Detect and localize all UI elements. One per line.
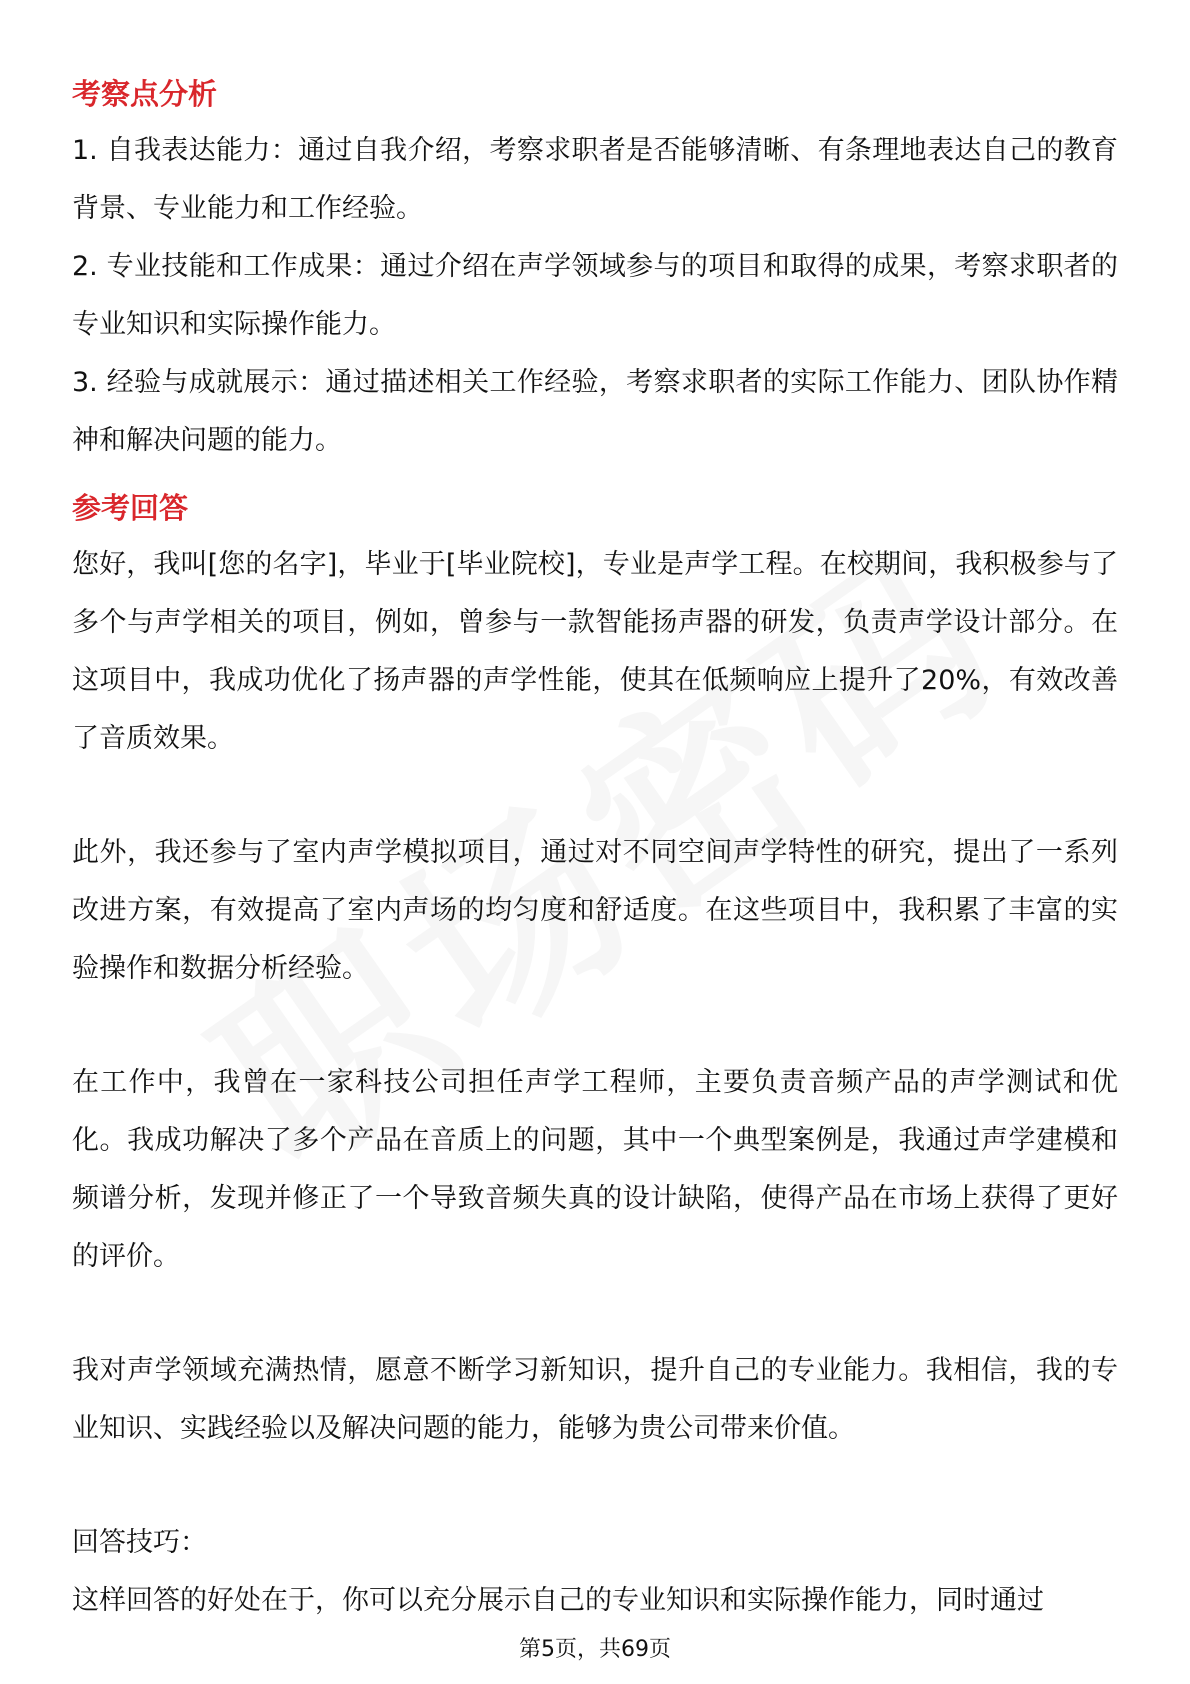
spacer [72, 768, 1118, 824]
spacer [72, 998, 1118, 1054]
spacer [72, 1286, 1118, 1342]
spacer [72, 1458, 1118, 1514]
tips-text: 这样回答的好处在于，你可以充分展示自己的专业知识和实际操作能力，同时通过 [72, 1585, 1044, 1616]
reference-paragraph-2: 此外，我还参与了室内声学模拟项目，通过对不同空间声学特性的研究，提出了一系列改进方案，有效提高了室内声场的均匀度和舒适度。在这些项目中，我积累了丰富的实验操作和数据分析经验。 [72, 837, 1118, 984]
analysis-item-1: 1. 自我表达能力：通过自我介绍，考察求职者是否能够清晰、有条理地表达自己的教育背景、专业能力和工作经验。 [72, 135, 1118, 224]
page-content [72, 72, 1118, 1630]
analysis-heading: 考察点分析 [72, 77, 218, 111]
tips-heading: 回答技巧： [72, 1527, 207, 1558]
analysis-item-2: 2. 专业技能和工作成果：通过介绍在声学领域参与的项目和取得的成果，考察求职者的专业知识和实际操作能力。 [72, 251, 1118, 340]
page-number: 第5页，共69页 [519, 1637, 671, 1662]
reference-heading: 参考回答 [72, 491, 189, 525]
spacer [72, 470, 1118, 486]
reference-paragraph-1: 您好，我叫[您的名字]，毕业于[毕业院校]，专业是声学工程。在校期间，我积极参与了多个与声学相关的项目，例如，曾参与一款智能扬声器的研发，负责声学设计部分。在这项目中，我成功优化了扬声器的声学性能，使其在低频响应上提升了20%，有效改善了音质效果。 [72, 549, 1118, 754]
reference-paragraph-4: 我对声学领域充满热情，愿意不断学习新知识，提升自己的专业能力。我相信，我的专业知识、实践经验以及解决问题的能力，能够为贵公司带来价值。 [72, 1355, 1118, 1444]
analysis-item-3: 3. 经验与成就展示：通过描述相关工作经验，考察求职者的实际工作能力、团队协作精神和解决问题的能力。 [72, 367, 1118, 456]
reference-paragraph-3: 在工作中，我曾在一家科技公司担任声学工程师，主要负责音频产品的声学测试和优化。我成功解决了多个产品在音质上的问题，其中一个典型案例是，我通过声学建模和频谱分析，发现并修正了一个导致音频失真的设计缺陷，使得产品在市场上获得了更好的评价。 [72, 1067, 1118, 1272]
